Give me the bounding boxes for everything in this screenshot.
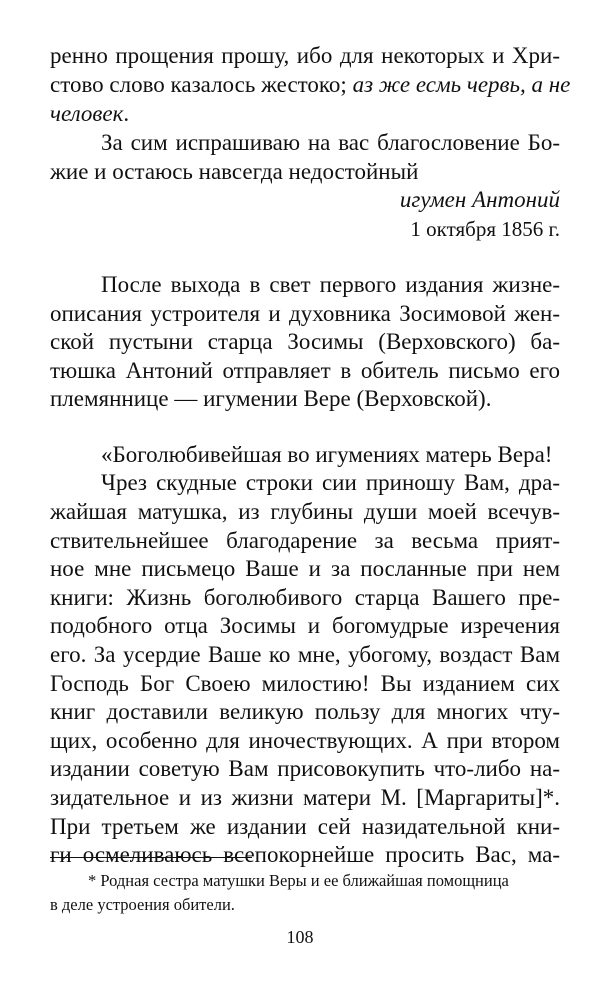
text-line: ги осмеливаюсь всепокорнейше просить Вас, ма- — [50, 842, 560, 867]
text-line: издании советую Вам присовокупить что-либо на- — [50, 756, 560, 781]
text-line: его. За усердие Ваше ко мне, убогому, воздаст Вам — [50, 642, 560, 667]
text-line: За сим испрашиваю на вас благословение Бо- — [101, 130, 560, 155]
text-line: подобного отца Зосимы и богомудрые изречения — [50, 613, 560, 638]
text-line: ное мне письмецо Ваше и за посланные при нем — [50, 556, 560, 581]
text-line: ренно прощения прошу, ибо для некоторых и Хри- — [50, 43, 560, 68]
text-line: Господь Бог Своею милостию! Вы изданием сих — [50, 671, 560, 696]
text-line — [50, 71, 571, 99]
text-line: племяннице — игумении Вере (Верховской). — [50, 386, 492, 411]
footnote-line: * Родная сестра матушки Веры и ее ближайшая помощница — [88, 871, 509, 890]
page-number: 108 — [286, 927, 314, 947]
letter-salutation: «Боголюбивейшая во игумениях матерь Вера! — [101, 442, 553, 467]
text-line: описания устроителя и духовника Зосимовой жен- — [50, 301, 560, 326]
footnote-line: в деле устроения обители. — [50, 895, 235, 914]
signature: игумен Антоний — [399, 187, 560, 212]
text-line: После выхода в свет первого издания жизне- — [101, 272, 560, 297]
footnote-divider — [50, 857, 252, 858]
text-line: ствительнейшее благодарение за весьма прият- — [50, 528, 560, 553]
text-span: стово слово казалось жестоко; — [50, 72, 353, 97]
text-line: книг доставили великую пользу для многих чту- — [50, 699, 560, 724]
text-line: При третьем же издании сей назидательной кни- — [50, 814, 560, 839]
text-line: щих, особенно для иночествующих. А при втором — [50, 728, 560, 753]
text-line: жие и остаюсь навсегда недостойный — [50, 159, 419, 184]
italic-quote: человек — [50, 101, 124, 126]
text-line: тюшка Антоний отправляет в обитель письмо его — [50, 358, 560, 383]
letter-date: 1 октября 1856 г. — [410, 217, 560, 241]
text-line: ской пустыни старца Зосимы (Верховского) ба- — [50, 329, 560, 354]
text-line: книги: Жизнь боголюбивого старца Вашего пре- — [50, 585, 560, 610]
text-line: Чрез скудные строки сии приношу Вам, дра- — [101, 470, 560, 495]
text-line: зидательное и из жизни матери М. [Маргариты]*. — [50, 785, 560, 810]
text-line: жайшая матушка, из глубины души моей всечув- — [50, 499, 560, 524]
italic-quote: аз же есмь червь, а не — [352, 72, 571, 97]
text-span: . — [123, 101, 130, 126]
text-line — [50, 100, 560, 128]
